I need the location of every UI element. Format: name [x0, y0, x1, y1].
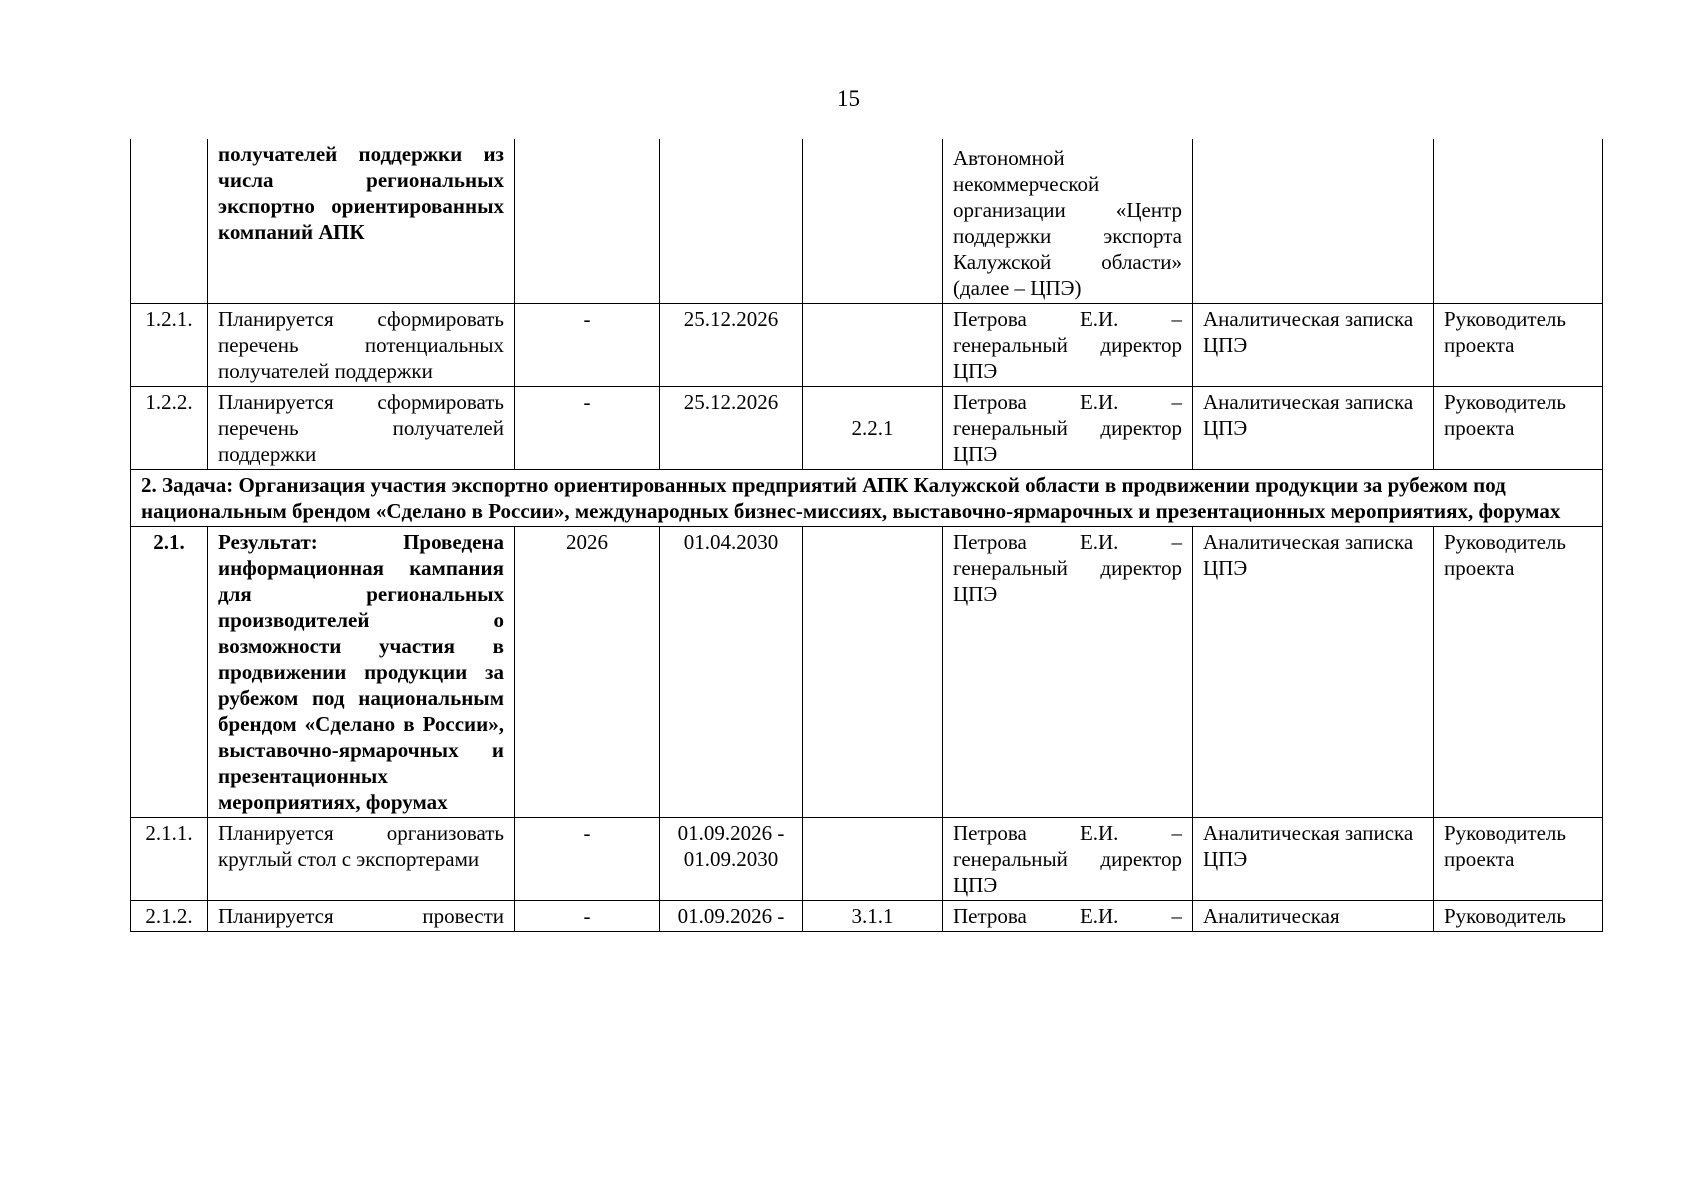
row-document	[1193, 139, 1434, 304]
row-start: -	[515, 901, 660, 932]
row-control: Руководитель проекта	[1434, 387, 1603, 470]
task-header: 2. Задача: Организация участия экспортно ориентированных предприятий АПК Калужской области в продвижении продукции за рубежом под национальным брендом «Сделано в России», международных бизнес-миссиях, выставочно-ярмарочных и презентационных мероприятиях, форумах	[131, 470, 1603, 527]
table-row	[131, 387, 1603, 470]
row-start: 2026	[515, 527, 660, 818]
row-document: Аналитическая записка ЦПЭ	[1193, 818, 1434, 901]
row-name: Результат: Проведена информационная кампания для региональных производителей о возможности участия в продвижении продукции за рубежом под национальным брендом «Сделано в России», выставочно-ярмарочных и презентационных мероприятиях, форумах	[208, 527, 515, 818]
table-row	[131, 901, 1603, 932]
row-end: 01.09.2026 -	[660, 901, 803, 932]
row-document: Аналитическая записка ЦПЭ	[1193, 527, 1434, 818]
row-end	[660, 139, 803, 304]
project-plan-table	[130, 139, 1603, 932]
row-link	[803, 387, 943, 470]
row-link	[803, 527, 943, 818]
row-start	[515, 139, 660, 304]
row-number: 2.1.	[131, 527, 208, 818]
row-name: Планируется сформировать перечень получателей поддержки	[208, 387, 515, 470]
row-link	[803, 818, 943, 901]
row-responsible: Петрова Е.И. –	[943, 901, 1193, 932]
row-responsible: Петрова Е.И. – генеральный директор ЦПЭ	[943, 818, 1193, 901]
row-number: 1.2.2.	[131, 387, 208, 470]
row-control: Руководитель	[1434, 901, 1603, 932]
row-responsible: Автономной некоммерческой организации «Центр поддержки экспорта Калужской области» (далее – ЦПЭ)	[943, 139, 1193, 304]
row-end: 01.04.2030	[660, 527, 803, 818]
row-name: Планируется сформировать перечень потенциальных получателей поддержки	[208, 304, 515, 387]
row-name: Планируется организовать круглый стол с экспортерами	[208, 818, 515, 901]
row-end: 25.12.2026	[660, 387, 803, 470]
row-document: Аналитическая записка ЦПЭ	[1193, 387, 1434, 470]
row-control: Руководитель проекта	[1434, 304, 1603, 387]
row-responsible: Петрова Е.И. – генеральный директор ЦПЭ	[943, 304, 1193, 387]
row-end: 25.12.2026	[660, 304, 803, 387]
row-responsible: Петрова Е.И. – генеральный директор ЦПЭ	[943, 387, 1193, 470]
table-row	[131, 139, 1603, 304]
row-responsible: Петрова Е.И. – генеральный директор ЦПЭ	[943, 527, 1193, 818]
row-start: -	[515, 304, 660, 387]
row-name: Планируется провести	[208, 901, 515, 932]
row-number: 2.1.1.	[131, 818, 208, 901]
row-link	[803, 139, 943, 304]
row-number	[131, 139, 208, 304]
row-document: Аналитическая	[1193, 901, 1434, 932]
table-row	[131, 304, 1603, 387]
row-name: получателей поддержки из числа региональных экспортно ориентированных компаний АПК	[208, 139, 515, 304]
row-control: Руководитель проекта	[1434, 818, 1603, 901]
table-row	[131, 818, 1603, 901]
row-link	[803, 304, 943, 387]
row-end: 01.09.2026 - 01.09.2030	[660, 818, 803, 901]
row-link: 3.1.1	[803, 901, 943, 932]
row-control: Руководитель проекта	[1434, 527, 1603, 818]
row-number: 1.2.1.	[131, 304, 208, 387]
row-start: -	[515, 818, 660, 901]
row-link-value: 2.2.1	[851, 416, 894, 440]
row-start: -	[515, 387, 660, 470]
page-number: 15	[837, 86, 860, 111]
table-row	[131, 527, 1603, 818]
row-number: 2.1.2.	[131, 901, 208, 932]
task-header-row	[131, 470, 1603, 527]
row-control	[1434, 139, 1603, 304]
row-document: Аналитическая записка ЦПЭ	[1193, 304, 1434, 387]
